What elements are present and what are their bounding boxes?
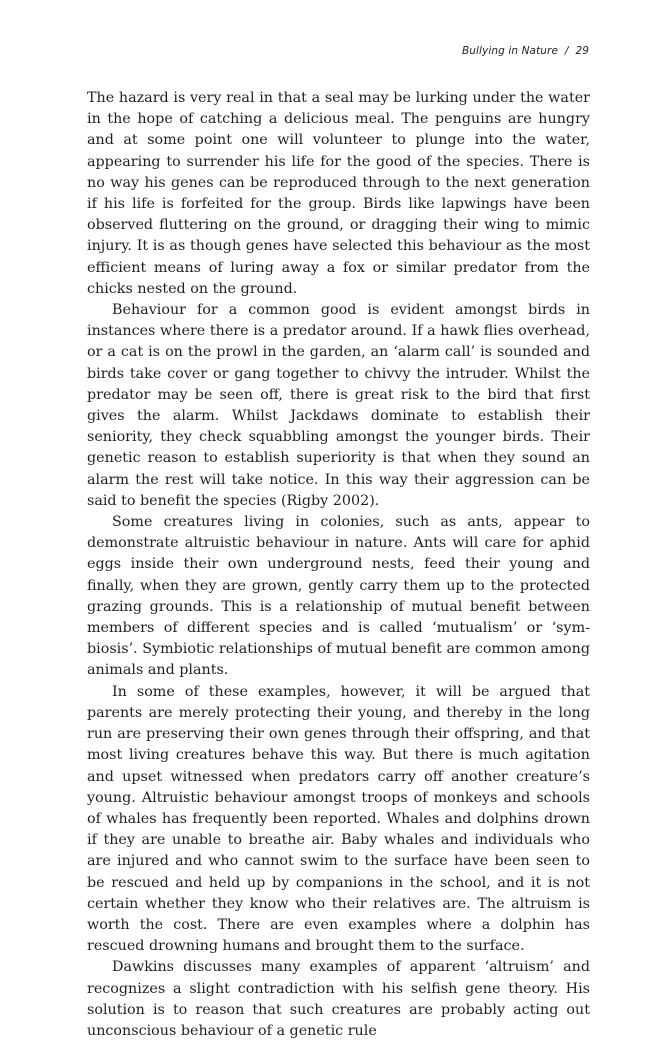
running-head-separator: / [564,45,569,57]
page-number: 29 [575,45,589,57]
body-text [87,88,590,1042]
paragraph: Behaviour for a common good is evident amongst birds in instances where there is a predator around. If a hawk flies overhead, or a cat is on the prowl in the garden, an ‘alarm call’ is sounded and birds take cover or gang together to chivvy the intruder. Whilst the predator may be seen off, there is great risk to the bird that first gives the alarm. Whilst Jackdaws dominate to establish their seniority, they check squabbling amongst the younger birds. Their genetic reason to establish superiority is that when they sound an alarm the rest will take notice. In this way their aggression can be said to benefit the species (Rigby 2002). [87,302,590,509]
paragraph: The hazard is very real in that a seal may be lurking under the water in the hope of catching a delicious meal. The penguins are hungry and at some point one will volunteer to plunge into the water, appearing to surrender his life for the good of the species. There is no way his genes can be reproduced through to the next generation if his life is forfeited for the group. Birds like lapwings have been observed fluttering on the ground, or dragging their wing to mimic injury. It is as though genes have selected this behaviour as the most efficient means of luring away a fox or similar predator from the chicks nested on the ground. [87,90,590,297]
running-head [462,45,589,57]
paragraph: Dawkins discusses many examples of apparent ‘altruism’ and recognizes a slight contradiction with his selfish gene theory. His solution is to reason that such creatures are probably acting out unconscious behaviour of a genetic rule [87,959,590,1039]
paragraph: Some creatures living in colonies, such as ants, appear to demonstrate altruistic behaviour in nature. Ants will care for aphid eggs inside their own underground nests, feed their young and finally, when they are grown, gently carry them up to the protected grazing grounds. This is a relationship of mutual benefit between members of different species and is called ‘mutualism’ or ‘symbiosis’. Symbiotic relationships of mutual benefit are common among animals and plants. [87,514,590,679]
running-head-title: Bullying in Nature [461,45,559,57]
paragraph: In some of these examples, however, it will be argued that parents are merely protecting their young, and thereby in the long run are preserving their own genes through their offspring, and that most living creatures behave this way. But there is much agitation and upset witnessed when predators carry off another creature’s young. Altruistic behaviour amongst troops of monkeys and schools of whales has frequently been reported. Whales and dolphins drown if they are unable to breathe air. Baby whales and individuals who are injured and who cannot swim to the surface have been seen to be rescued and held up by companions in the school, and it is not certain whether they know who their relatives are. The altruism is worth the cost. There are even examples where a dolphin has rescued drowning humans and brought them to the surface. [87,683,590,955]
